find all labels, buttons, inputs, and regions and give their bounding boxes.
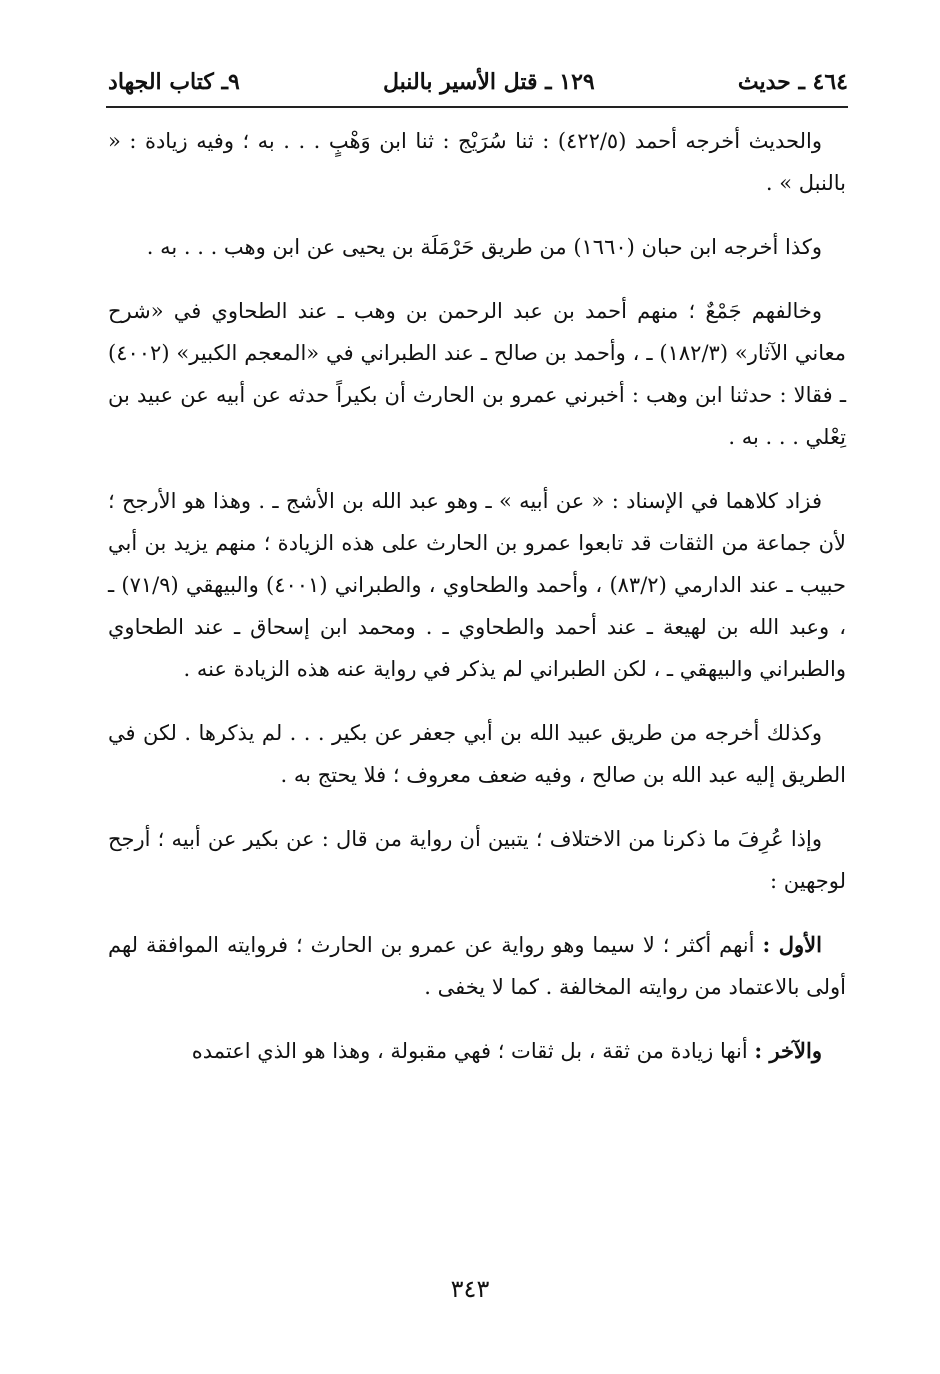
main-text xyxy=(108,120,846,1094)
paragraph xyxy=(108,290,846,458)
paragraph-text: وخالفهم جَمْعٌ ؛ منهم أحمد بن عبد الرحمن بن وهب ـ عند الطحاوي في «شرح معاني الآثار» (١٨٢/٣) ـ ، وأحمد بن صالح ـ عند الطبراني في «المعجم الكبير» (٤٠٠٢) ـ فقالا : حدثنا ابن وهب : أخبرني عمرو بن الحارث أن بكيراً حدثه عن أبيه عن عبيد بن تِعْلي . . . به . xyxy=(108,299,847,449)
running-header xyxy=(108,62,848,102)
paragraph-text: وكذا أخرجه ابن حبان (١٦٦٠) من طريق حَرْمَلَة بن يحيى عن ابن وهب . . . به . xyxy=(146,235,822,259)
paragraph-text: وكذلك أخرجه من طريق عبيد الله بن أبي جعفر عن بكير . . . لم يذكرها . لكن في الطريق إليه عبد الله بن صالح ، وفيه ضعف معروف ؛ فلا يحتج به . xyxy=(108,721,846,787)
paragraph-lead: والآخر : xyxy=(754,1038,822,1063)
header-hadith-number: ٤٦٤ ـ حديث xyxy=(737,69,848,95)
paragraph-lead: الأول : xyxy=(762,932,822,957)
paragraph-text: فزاد كلاهما في الإسناد : « عن أبيه » ـ وهو عبد الله بن الأشج ـ . وهذا هو الأرجح ؛ لأن جماعة من الثقات قد تابعوا عمرو بن الحارث على هذه الزيادة ؛ منهم يزيد بن أبي حبيب ـ عند الدارمي (٨٣/٢) ، وأحمد والطحاوي ، والطبراني (٤٠٠١) والبيهقي (٧١/٩) ـ ، وعبد الله بن لهيعة ـ عند أحمد والطحاوي ـ . ومحمد ابن إسحاق ـ عند الطحاوي والطبراني والبيهقي ـ ، لكن الطبراني لم يذكر في رواية عنه هذه الزيادة عنه . xyxy=(108,489,846,681)
header-divider xyxy=(106,106,848,108)
header-chapter: ٩ـ كتاب الجهاد xyxy=(108,69,240,95)
paragraph xyxy=(108,1030,846,1072)
paragraph xyxy=(108,226,846,268)
paragraph xyxy=(108,480,846,690)
paragraph-text: أنهم أكثر ؛ لا سيما وهو رواية عن عمرو بن الحارث ؛ فروايته الموافقة لهم أولى بالاعتماد من روايته المخالفة . كما لا يخفى . xyxy=(108,933,846,999)
paragraph xyxy=(108,120,846,204)
paragraph xyxy=(108,712,846,796)
paragraph-text: وإذا عُرِفَ ما ذكرنا من الاختلاف ؛ يتبين أن رواية من قال : عن بكير عن أبيه ؛ أرجح لوجهين : xyxy=(108,827,846,893)
header-section: ١٢٩ ـ قتل الأسير بالنبل xyxy=(383,69,595,95)
page-number: ٣٤٣ xyxy=(450,1275,490,1303)
paragraph xyxy=(108,924,846,1008)
paragraph xyxy=(108,818,846,902)
paragraph-text: أنها زيادة من ثقة ، بل ثقات ؛ فهي مقبولة ، وهذا هو الذي اعتمده xyxy=(191,1039,755,1063)
paragraph-text: والحديث أخرجه أحمد (٤٢٢/٥) : ثنا سُرَيْج : ثنا ابن وَهْبٍ . . . به ؛ وفيه زيادة : « بالنبل » . xyxy=(108,129,846,195)
